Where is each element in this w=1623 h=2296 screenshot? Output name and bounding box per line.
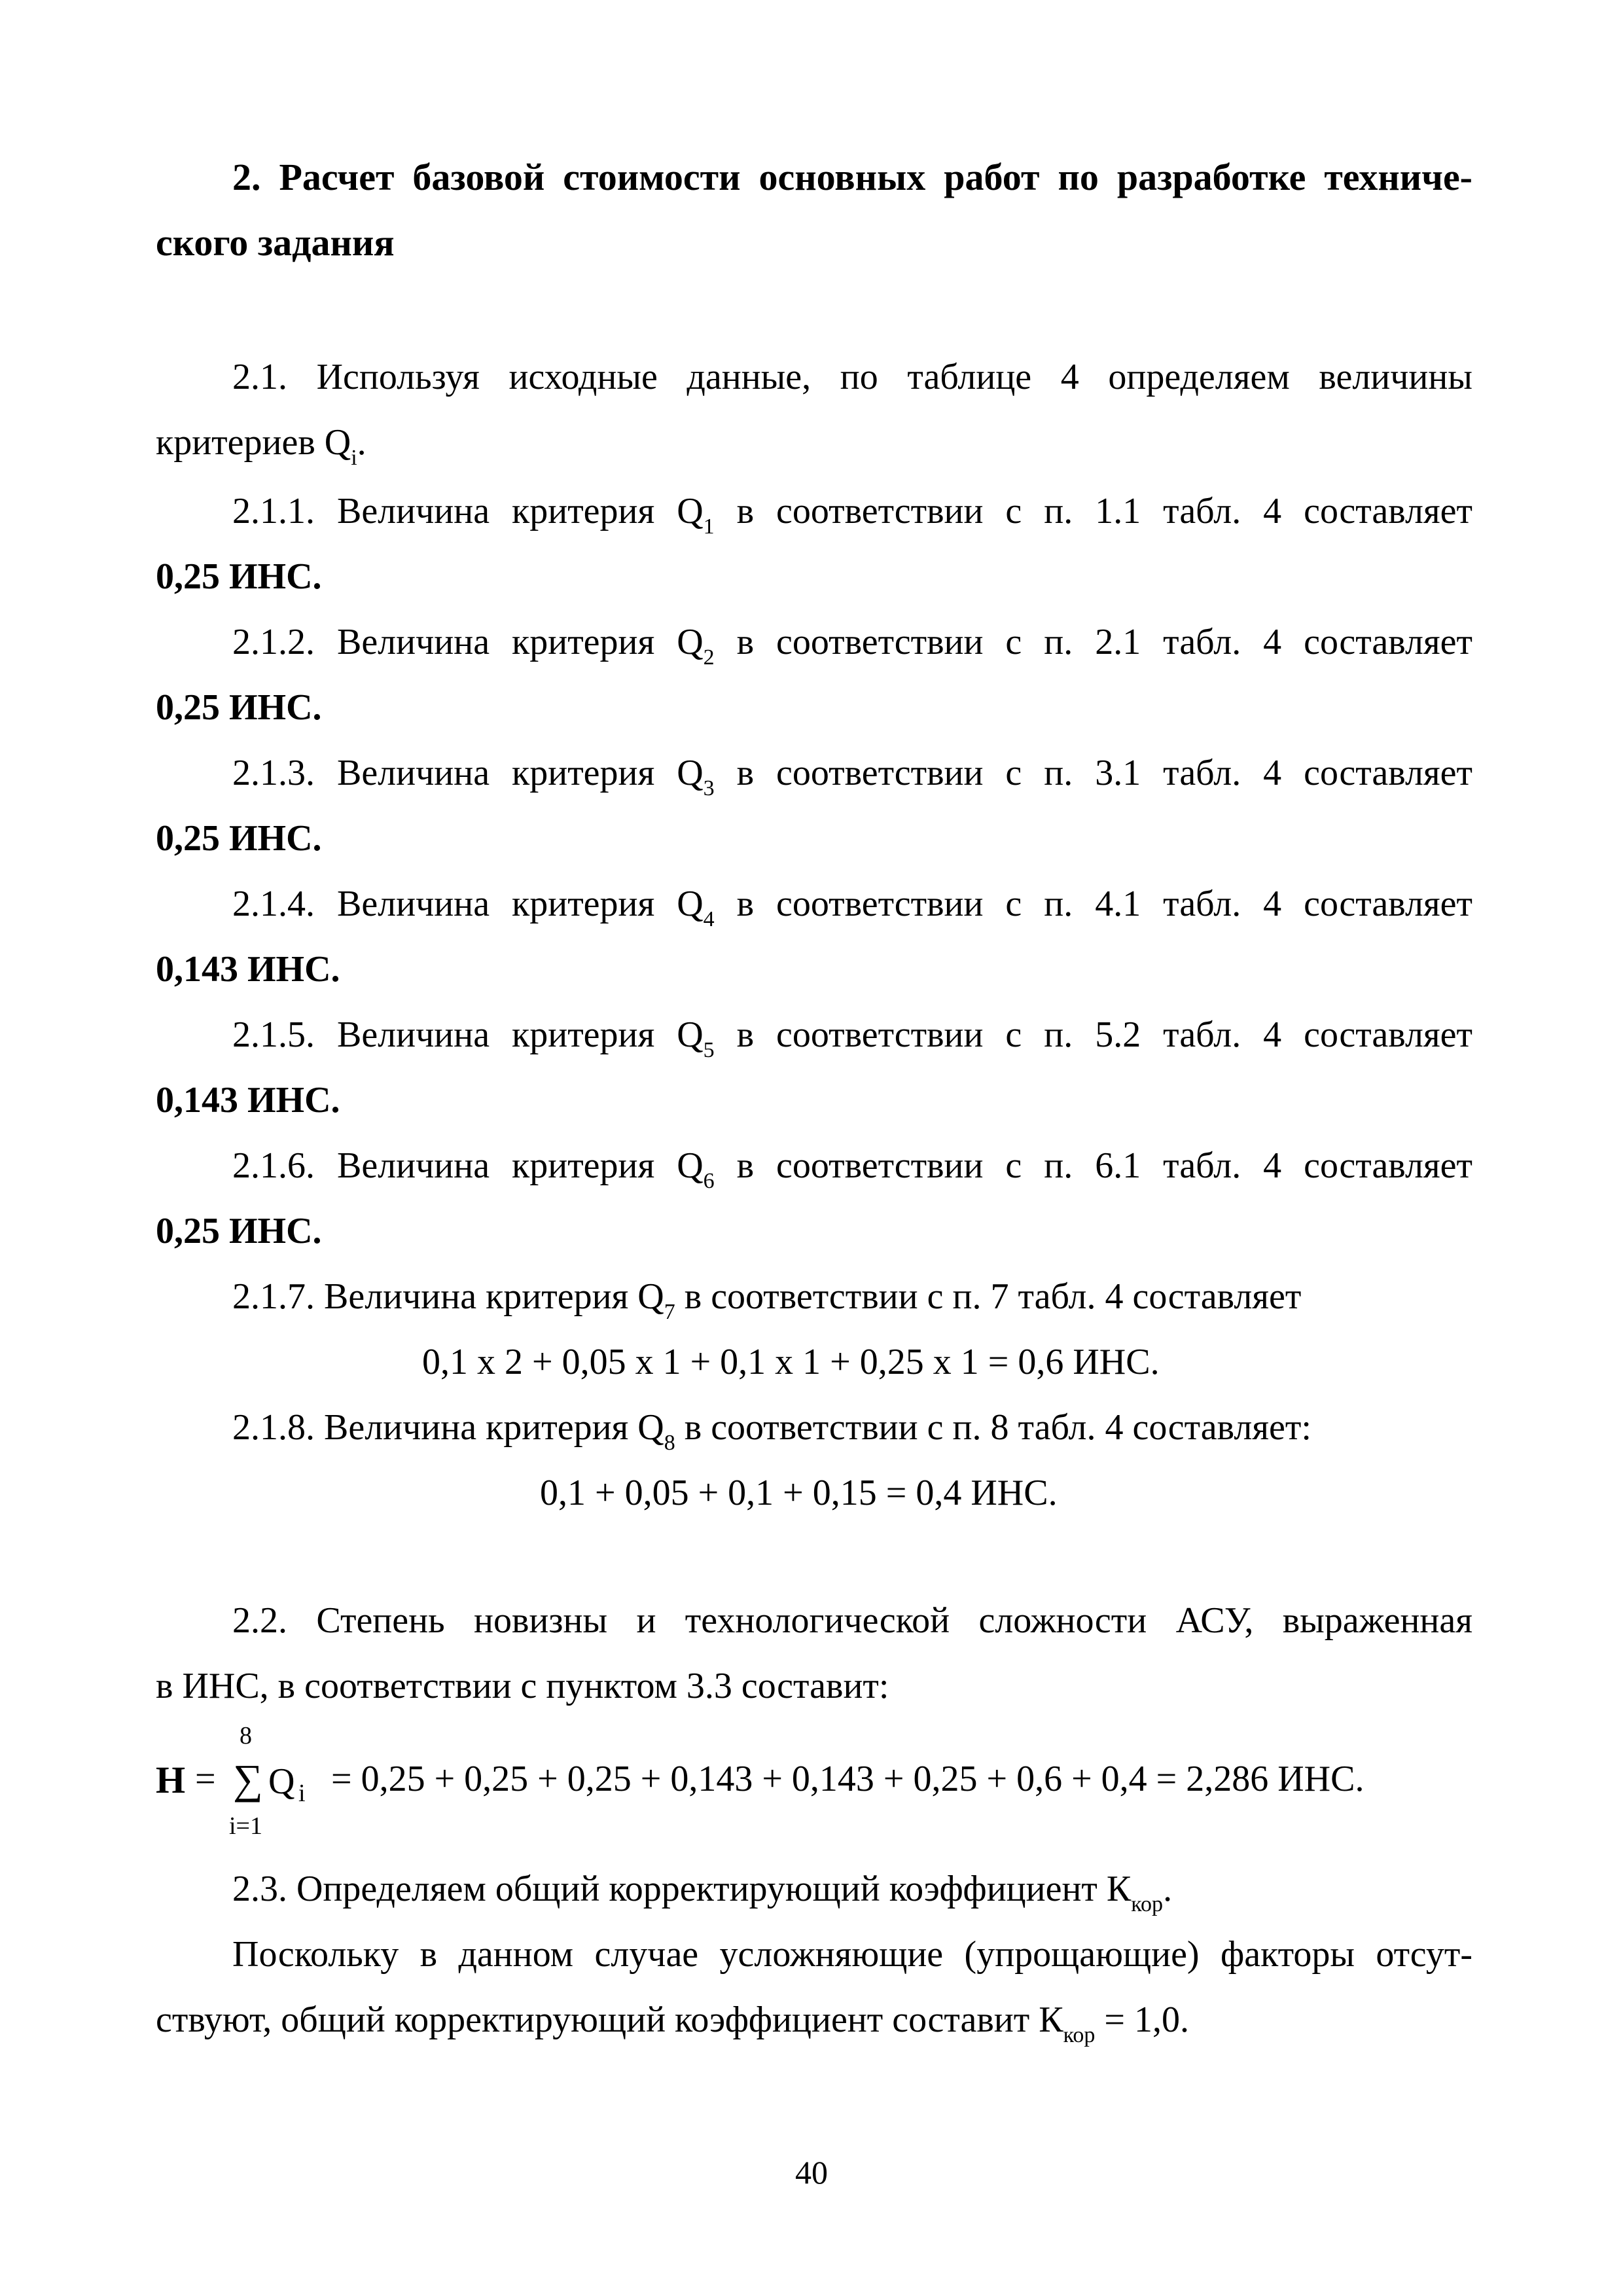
sum-upper-limit: 8: [240, 1722, 252, 1749]
criterion-q5-line: 2.1.5. Величина критерия $Q_5$ в соответствии с п. 5.2 табл. 4 составляет: [232, 1014, 1472, 1062]
formula-q-symbol: Q: [268, 1761, 295, 1802]
criterion-q4-value: 0,143 ИНС.: [156, 949, 340, 990]
criterion-q7-formula: 0,1 х 2 + 0,05 х 1 + 0,1 х 1 + 0,25 х 1 = 0,6 ИНС.: [422, 1342, 1160, 1382]
novelty-line-1: 2.2. Степень новизны и технологической сложности АСУ, выраженная: [232, 1600, 1472, 1641]
criterion-q8-line: 2.1.8. Величина критерия $Q_8$ в соответствии с п. 8 табл. 4 составляет:: [232, 1407, 1311, 1455]
sum-lower-limit: i=1: [229, 1812, 262, 1840]
coefficient-line-1: 2.3. Определяем общий корректирующий коэффициент $К_{кор}$.: [232, 1869, 1173, 1916]
formula-equals: =: [195, 1759, 216, 1799]
intro-line-2: критериев $Q_i$.: [156, 422, 366, 470]
formula-h-symbol: Н: [156, 1759, 186, 1801]
novelty-line-2: в ИНС, в соответствии с пунктом 3.3 составит:: [156, 1666, 889, 1706]
criterion-q1-value: 0,25 ИНС.: [156, 556, 322, 597]
page-number: 40: [795, 2154, 828, 2191]
section-heading-line-2: ского задания: [156, 221, 395, 264]
sigma-icon: ∑: [233, 1756, 263, 1803]
criterion-q3-value: 0,25 ИНС.: [156, 818, 322, 859]
section-heading-line-1: 2. Расчет базовой стоимости основных работ по разработке техниче-: [232, 156, 1472, 198]
coefficient-line-2: Поскольку в данном случае усложняющие (упрощающие) факторы отсут-: [232, 1934, 1472, 1975]
criterion-q8-formula: 0,1 + 0,05 + 0,1 + 0,15 = 0,4 ИНС.: [540, 1473, 1058, 1513]
criterion-q7-line: 2.1.7. Величина критерия $Q_7$ в соответствии с п. 7 табл. 4 составляет: [232, 1276, 1302, 1324]
criterion-q2-line: 2.1.2. Величина критерия $Q_2$ в соответствии с п. 2.1 табл. 4 составляет: [232, 622, 1472, 670]
criterion-q6-line: 2.1.6. Величина критерия $Q_6$ в соответствии с п. 6.1 табл. 4 составляет: [232, 1145, 1472, 1193]
coefficient-line-3: ствуют, общий корректирующий коэффициент составит $К_{кор} = 1,0$.: [156, 2000, 1189, 2047]
intro-line-1: 2.1. Используя исходные данные, по таблице 4 определяем величины: [232, 357, 1472, 397]
criterion-q5-value: 0,143 ИНС.: [156, 1080, 340, 1121]
criterion-q2-value: 0,25 ИНС.: [156, 687, 322, 728]
criterion-q1-line: 2.1.1. Величина критерия $Q_1$ в соответствии с п. 1.1 табл. 4 составляет: [232, 491, 1472, 539]
criterion-q3-line: 2.1.3. Величина критерия $Q_3$ в соответствии с п. 3.1 табл. 4 составляет: [232, 753, 1472, 800]
formula-q-index: i: [298, 1780, 306, 1807]
criterion-q6-value: 0,25 ИНС.: [156, 1211, 322, 1251]
criterion-q4-line: 2.1.4. Величина критерия $Q_4$ в соответствии с п. 4.1 табл. 4 составляет: [232, 884, 1472, 931]
formula-result: = 0,25 + 0,25 + 0,25 + 0,143 + 0,143 + 0,25 + 0,6 + 0,4 = 2,286 ИНС.: [331, 1759, 1364, 1799]
